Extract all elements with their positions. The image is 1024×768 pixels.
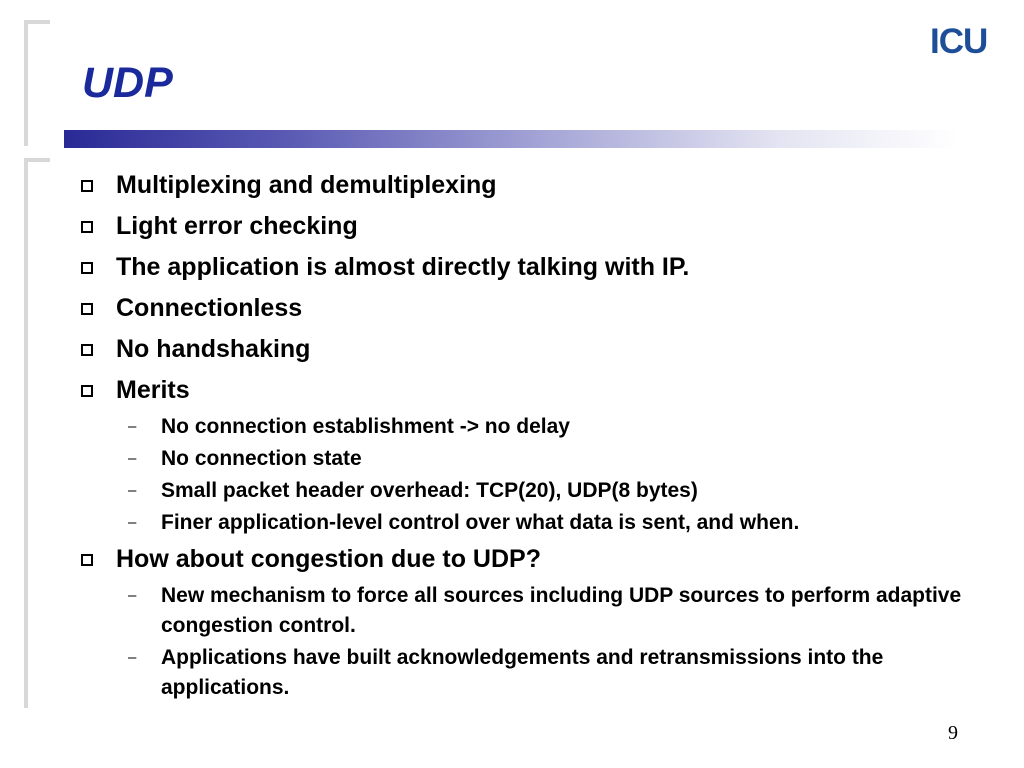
sub-bullet-item xyxy=(78,412,978,442)
title-frame-decoration xyxy=(24,20,50,146)
sub-bullet-item xyxy=(78,508,978,538)
hollow-square-bullet-icon xyxy=(81,262,93,274)
hollow-square-bullet-icon xyxy=(81,344,93,356)
bullet-item xyxy=(78,170,978,201)
sub-bullet-text: No connection establishment -> no delay xyxy=(161,415,570,438)
bullet-text: Multiplexing and demultiplexing xyxy=(116,171,497,199)
dash-bullet-icon: – xyxy=(128,450,137,467)
sub-bullet-text: Finer application-level control over what data is sent, and when. xyxy=(161,511,800,534)
dash-bullet-icon: – xyxy=(128,587,137,604)
icu-logo xyxy=(930,22,1000,58)
dash-bullet-icon: – xyxy=(128,649,137,666)
dash-bullet-icon: – xyxy=(128,514,137,531)
bullet-text: How about congestion due to UDP? xyxy=(116,545,541,573)
hollow-square-bullet-icon xyxy=(81,180,93,192)
page-number: 9 xyxy=(948,722,958,744)
bullet-text: Connectionless xyxy=(116,294,303,322)
hollow-square-bullet-icon xyxy=(81,303,93,315)
logo-text: ICU xyxy=(930,22,988,58)
body-frame-decoration xyxy=(24,158,50,708)
bullet-text: Light error checking xyxy=(116,212,358,240)
sub-bullet-text: Small packet header overhead: TCP(20), UDP(8 bytes) xyxy=(161,479,698,502)
sub-bullet-text: New mechanism to force all sources including UDP sources to perform adaptive congestion control. xyxy=(161,584,962,637)
slide-body xyxy=(78,170,978,709)
sub-bullet-item xyxy=(78,444,978,474)
bullet-item xyxy=(78,375,978,406)
bullet-item xyxy=(78,334,978,365)
sub-bullet-item xyxy=(78,643,978,703)
sub-bullet-text: No connection state xyxy=(161,447,362,470)
title-gradient-rule xyxy=(64,130,959,148)
sub-bullet-text: Applications have built acknowledgements and retransmissions into the applications. xyxy=(161,646,884,699)
slide-title: UDP xyxy=(82,59,173,107)
dash-bullet-icon: – xyxy=(128,482,137,499)
sub-bullet-item xyxy=(78,476,978,506)
hollow-square-bullet-icon xyxy=(81,385,93,397)
bullet-text: The application is almost directly talking with IP. xyxy=(116,253,690,281)
sub-bullet-item xyxy=(78,581,978,641)
bullet-item xyxy=(78,252,978,283)
hollow-square-bullet-icon xyxy=(81,221,93,233)
bullet-text: No handshaking xyxy=(116,335,311,363)
bullet-item xyxy=(78,211,978,242)
hollow-square-bullet-icon xyxy=(81,554,93,566)
bullet-item xyxy=(78,544,978,575)
dash-bullet-icon: – xyxy=(128,418,137,435)
bullet-text: Merits xyxy=(116,376,190,404)
bullet-item xyxy=(78,293,978,324)
